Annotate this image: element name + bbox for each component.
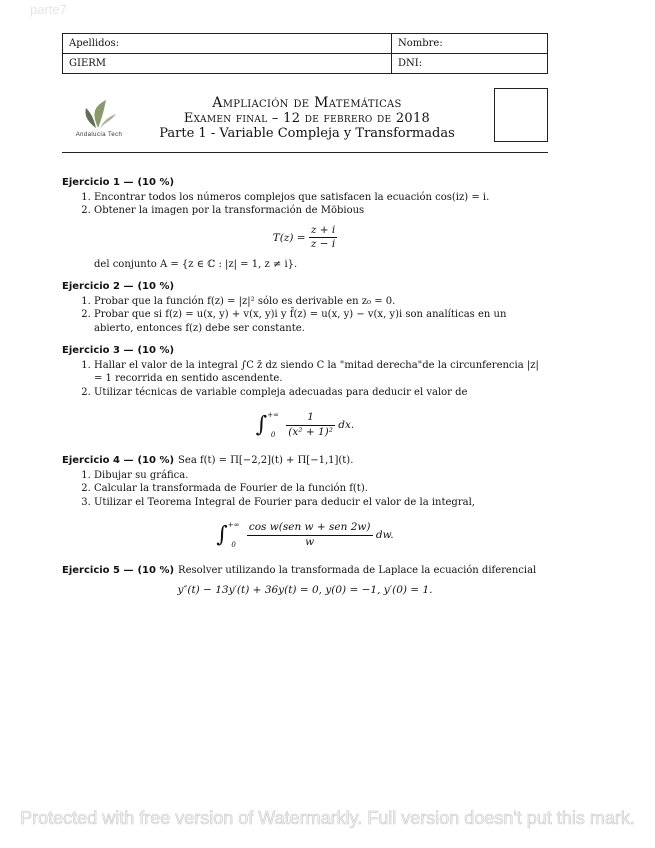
part-title: Parte 1 - Variable Compleja y Transformadas xyxy=(159,126,455,141)
degree-field: GIERM xyxy=(63,54,392,74)
surname-field: Apellidos: xyxy=(63,34,392,54)
exercise-3 xyxy=(62,344,548,445)
watermark-text: Protected with free version of Watermarkly. Full version doesn't put this mark. xyxy=(20,808,635,828)
exercise-heading: Ejercicio 3 — (10 %) xyxy=(62,345,175,356)
exercise-heading: Ejercicio 1 — (10 %) xyxy=(62,177,175,188)
exercise-heading: Ejercicio 4 — (10 %) Sea f(t) = Π[−2,2](t) + Π[−1,1](t). xyxy=(62,455,354,466)
exercise-5 xyxy=(62,564,548,597)
exam-date-title: Examen final – 12 de febrero de 2018 xyxy=(183,111,431,126)
course-title: Ampliación de Matemáticas xyxy=(212,95,402,111)
list-item: 2. Obtener la imagen por la transformación de Möbious xyxy=(94,204,548,218)
list-item: 1. Dibujar su gráfica. xyxy=(94,469,548,483)
dni-field: DNI: xyxy=(392,54,548,74)
list-item: 2. Probar que si f(z) = u(x, y) + v(x, y)i y f̄(z) = u(x, y) − v(x, y)i son analíticas en un abierto, entonces f(z) debe ser constante. xyxy=(94,308,548,335)
list-item: 3. Utilizar el Teorema Integral de Fourier para deducir el valor de la integral, xyxy=(94,496,548,510)
list-item: 2. Calcular la transformada de Fourier de la función f(t). xyxy=(94,482,548,496)
exam-header xyxy=(62,88,548,152)
exercises xyxy=(62,176,548,606)
integral-formula: ∫+∞ 0 $\frac{1}{\text{(x² + 1)²}}$ dx. xyxy=(255,411,355,439)
exercise-heading: Ejercicio 5 — (10 %) Resolver utilizando la transformada de Laplace la ecuación diferencial xyxy=(62,565,537,576)
exercise-heading: Ejercicio 2 — (10 %) xyxy=(62,281,175,292)
list-item: 1. Probar que la función f(z) = |z|² sólo es derivable en z₀ = 0. xyxy=(94,295,548,309)
list-item: 2. Utilizar técnicas de variable compleja adecuadas para deducir el valor de xyxy=(94,386,548,400)
mobius-formula: T(z) = $\frac{z + i}{z - i}$ xyxy=(272,223,336,250)
integral-sign: ∫ xyxy=(216,522,228,548)
logo-text: Andalucía Tech xyxy=(75,132,123,138)
name-field: Nombre: xyxy=(392,34,548,54)
header-rule xyxy=(62,152,548,153)
exam-titles xyxy=(142,96,472,141)
student-id-table xyxy=(62,33,548,74)
set-definition: del conjunto A = {z ∈ ℂ : |z| = 1, z ≠ i}. xyxy=(94,258,298,270)
integral-sign: ∫ xyxy=(255,412,268,438)
laplace-ode-formula: y″(t) − 13y′(t) + 36y(t) = 0, y(0) = −1, y′(0) = 1. xyxy=(177,583,433,596)
list-item: 1. Hallar el valor de la integral ∫C z̄ dz siendo C la "mitad derecha"de la circunferencia |z| = 1 recorrida en sentido ascendente. xyxy=(94,359,548,386)
grade-box xyxy=(494,88,548,142)
corner-watermark: parte7 xyxy=(30,2,67,17)
list-item: 1. Encontrar todos los números complejos que satisfacen la ecuación cos(iz) = i. xyxy=(94,191,548,205)
exercise-4 xyxy=(62,454,548,555)
andalucia-tech-logo xyxy=(62,98,136,142)
exercise-2 xyxy=(62,280,548,335)
exercise-1 xyxy=(62,176,548,271)
logo-leaf-icon xyxy=(76,98,120,130)
fourier-integral-formula: ∫+∞ 0 $\frac{\text{cos w(sen w + sen 2w)}}{w}$ dw. xyxy=(216,521,394,549)
